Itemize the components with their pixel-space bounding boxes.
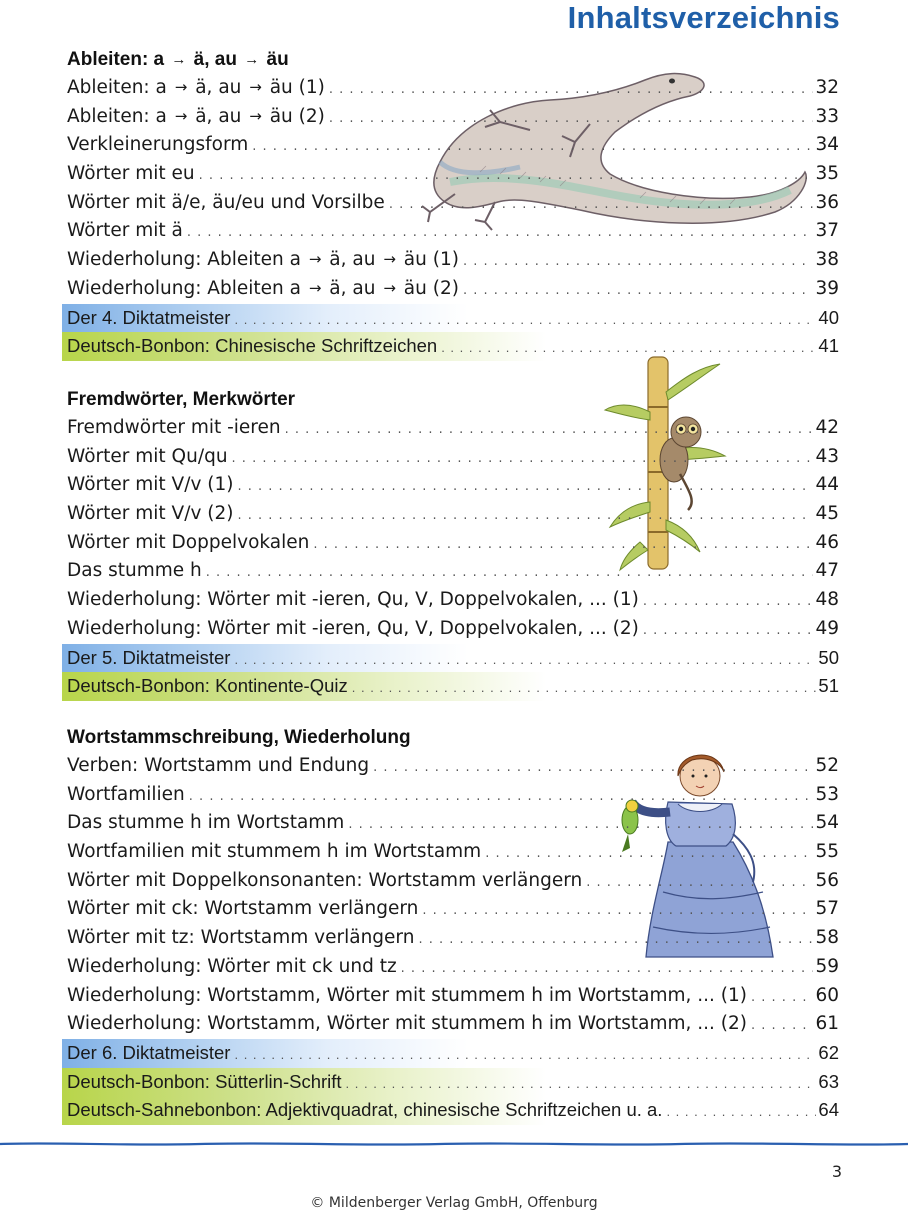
toc-entry-label: [67, 809, 344, 838]
page-title: Inhaltsverzeichnis: [567, 0, 840, 35]
text-fragment: Das stumme h: [67, 560, 202, 582]
toc-entry-bonbon[interactable]: [62, 332, 843, 361]
toc-entry-label: [67, 414, 281, 443]
dot-leader: [485, 840, 813, 869]
text-fragment: Verkleinerungsform: [67, 134, 249, 156]
toc-entry[interactable]: [62, 953, 843, 982]
toc-entry-label: [67, 471, 233, 500]
text-fragment: Wiederholung: Wortstamm, Wörter mit stummem h im Wortstamm, ... (2): [67, 1013, 748, 1035]
arrow-icon: →: [174, 106, 188, 125]
toc-entry-diktatmeister[interactable]: [62, 644, 843, 673]
text-fragment: Wortfamilien: [67, 783, 185, 805]
text-fragment: Wortstammschreibung, Wiederholung: [67, 727, 411, 748]
toc-entry-page: 46: [815, 531, 839, 553]
text-fragment: Wörter mit ä/e, äu/eu und Vorsilbe: [67, 191, 385, 213]
text-fragment: Fremdwörter mit -ieren: [67, 417, 281, 438]
toc-entry-label: [67, 615, 639, 644]
toc-entry-label: [67, 332, 437, 361]
text-fragment: ä, au: [189, 105, 248, 127]
arrow-icon: →: [308, 250, 322, 269]
dot-leader: [373, 754, 813, 783]
text-fragment: äu (2): [263, 105, 325, 127]
arrow-icon: →: [171, 51, 187, 68]
arrow-icon: →: [174, 78, 188, 96]
toc-entry-label: [67, 895, 418, 924]
toc-section-fremdwoerter: [62, 386, 843, 701]
text-fragment: Ableiten: a: [67, 105, 173, 127]
toc-entry-label: [67, 838, 481, 867]
text-fragment: Ableiten: a: [67, 49, 170, 70]
toc-entry-page: 56: [815, 869, 839, 891]
text-fragment: Wörter mit Doppelkonsonanten: Wortstamm verlängern: [67, 869, 583, 891]
toc-entry-label: [67, 586, 639, 615]
toc-entry[interactable]: [62, 275, 843, 304]
toc-entry-page: 32: [815, 77, 839, 98]
toc-entry-label: [67, 752, 369, 781]
text-fragment: Wiederholung: Wörter mit -ieren, Qu, V, Doppelvokalen, ... (2): [67, 617, 639, 639]
toc-entry-label: [67, 672, 348, 701]
toc-entry-page: 53: [815, 783, 839, 805]
toc-entry-page: 49: [815, 617, 839, 639]
dot-leader: [252, 133, 813, 162]
text-fragment: Der 5. Diktatmeister: [67, 646, 231, 668]
toc-entry-label: [67, 982, 747, 1011]
toc-entry[interactable]: [62, 74, 843, 103]
toc-entry-page: 42: [815, 417, 839, 438]
text-fragment: Deutsch-Bonbon: Kontinente-Quiz: [67, 675, 348, 697]
text-fragment: ä, au: [189, 77, 248, 98]
toc-entry-page: 59: [815, 955, 839, 977]
toc-entry[interactable]: [62, 924, 843, 953]
toc-entry[interactable]: [62, 809, 843, 838]
text-fragment: Wiederholung: Wortstamm, Wörter mit stummem h im Wortstamm, ... (1): [67, 984, 748, 1006]
toc-entry[interactable]: [62, 246, 843, 275]
text-fragment: Ableiten: a: [67, 77, 173, 98]
text-fragment: Wörter mit ck: Wortstamm verlängern: [67, 898, 419, 920]
dot-leader: [187, 219, 814, 248]
text-fragment: äu: [261, 49, 289, 70]
text-fragment: Der 4. Diktatmeister: [67, 306, 231, 328]
text-fragment: Verben: Wortstamm und Endung: [67, 755, 370, 776]
text-fragment: Deutsch-Bonbon: Sütterlin-Schrift: [67, 1070, 342, 1092]
toc-entry-label: [67, 1096, 662, 1125]
toc-entry[interactable]: [62, 586, 843, 615]
toc-entry[interactable]: [62, 217, 843, 246]
dot-leader: [643, 617, 814, 646]
dot-leader: [329, 105, 814, 134]
toc-entry-page: 52: [815, 755, 839, 776]
toc-entry[interactable]: [62, 103, 843, 132]
text-fragment: Wiederholung: Ableiten a: [67, 277, 307, 299]
dot-leader: [441, 334, 816, 363]
toc-entry-page: 39: [815, 277, 839, 299]
dot-leader: [232, 445, 814, 474]
toc-entry-label: [67, 160, 195, 189]
toc-entry-page: 41: [818, 335, 839, 357]
dot-leader: [237, 502, 813, 531]
toc-entry[interactable]: [62, 443, 843, 472]
toc-entry-label: [67, 1039, 230, 1068]
toc-entry[interactable]: [62, 615, 843, 644]
toc-entry[interactable]: [62, 895, 843, 924]
text-fragment: äu (2): [397, 277, 459, 299]
toc-entry-label: [67, 924, 414, 953]
dot-leader: [586, 869, 813, 898]
toc-entry[interactable]: [62, 131, 843, 160]
toc-entry-bonbon[interactable]: [62, 672, 843, 701]
text-fragment: Wörter mit Doppelvokalen: [67, 531, 310, 553]
toc-entry-bonbon[interactable]: [62, 1068, 843, 1097]
toc-entry-page: 48: [815, 589, 839, 611]
dot-leader: [234, 1041, 816, 1070]
toc-entry-page: 35: [815, 163, 839, 185]
dot-leader: [234, 646, 816, 675]
toc-entry-label: [67, 131, 248, 160]
toc-entry[interactable]: [62, 471, 843, 500]
toc-entry-label: [67, 529, 309, 558]
text-fragment: Wortfamilien mit stummem h im Wortstamm: [67, 841, 482, 863]
page-divider: [0, 1140, 908, 1148]
dot-leader: [346, 1070, 817, 1099]
text-fragment: Wiederholung: Wörter mit -ieren, Qu, V, Doppelvokalen, ... (1): [67, 589, 639, 611]
text-fragment: Das stumme h im Wortstamm: [67, 812, 345, 834]
text-fragment: Fremdwörter, Merkwörter: [67, 389, 296, 410]
text-fragment: Wörter mit ä: [67, 220, 183, 242]
toc-entry-label: [67, 304, 230, 333]
page-number: 3: [831, 1162, 842, 1181]
toc-entry-label: [67, 557, 202, 586]
toc-entry-page: 38: [815, 249, 839, 271]
toc-entry[interactable]: [62, 500, 843, 529]
toc-entry-label: [67, 953, 397, 982]
text-fragment: Wörter mit V/v (2): [67, 503, 234, 525]
toc-section-ableiten: [62, 46, 843, 361]
toc-entry-diktatmeister[interactable]: [62, 304, 843, 333]
text-fragment: ä, au: [188, 49, 243, 70]
text-fragment: ä, au: [323, 249, 382, 271]
dot-leader: [418, 926, 813, 955]
toc-entry-label: [67, 246, 459, 275]
dot-leader: [329, 76, 814, 105]
toc-entry-diktatmeister[interactable]: [62, 1039, 843, 1068]
toc-entry-page: 40: [818, 306, 839, 328]
dot-leader: [463, 248, 814, 277]
arrow-icon: →: [244, 51, 260, 68]
toc-entry-page: 37: [815, 220, 839, 242]
copyright-footer: © Mildenberger Verlag GmbH, Offenburg: [310, 1195, 598, 1211]
arrow-icon: →: [383, 250, 396, 269]
toc-entry-label: [67, 103, 325, 132]
toc-entry-page: 43: [815, 445, 839, 467]
arrow-icon: →: [249, 106, 262, 125]
dot-leader: [401, 955, 814, 984]
text-fragment: äu (1): [263, 77, 325, 98]
toc-entry-page: 36: [815, 191, 839, 213]
toc-entry[interactable]: [62, 1010, 843, 1039]
toc-entry-label: [67, 781, 185, 810]
text-fragment: Deutsch-Bonbon: Chinesische Schriftzeichen: [67, 335, 438, 357]
dot-leader: [348, 811, 813, 840]
toc-entry[interactable]: [62, 982, 843, 1011]
toc-entry-label: [67, 1068, 342, 1097]
toc-entry-page: 33: [815, 105, 839, 127]
text-fragment: Wörter mit tz: Wortstamm verlängern: [67, 927, 415, 949]
text-fragment: Der 6. Diktatmeister: [67, 1041, 231, 1063]
toc-entry[interactable]: [62, 414, 843, 443]
toc-entry-label: [67, 500, 233, 529]
toc-entry-page: 47: [815, 560, 839, 582]
dot-leader: [234, 306, 816, 335]
dot-leader: [643, 588, 814, 617]
toc-entry-page: 54: [815, 812, 839, 834]
toc-entry-page: 34: [815, 134, 839, 156]
toc-entry-label: [67, 217, 183, 246]
text-fragment: Wiederholung: Wörter mit ck und tz: [67, 955, 397, 977]
toc-entry-page: 50: [818, 646, 839, 668]
toc-entry-label: [67, 275, 459, 304]
toc-entry-bonbon[interactable]: [62, 1096, 843, 1125]
text-fragment: ä, au: [323, 277, 382, 299]
arrow-icon: →: [308, 278, 322, 297]
dot-leader: [206, 559, 814, 588]
dot-leader: [189, 783, 814, 812]
toc-entry-page: 57: [815, 898, 839, 920]
toc-entry-page: 64: [818, 1099, 839, 1121]
dot-leader: [751, 1012, 813, 1041]
toc-entry[interactable]: [62, 160, 843, 189]
toc-entry-page: 62: [818, 1041, 839, 1063]
toc-entry-page: 51: [818, 675, 839, 697]
text-fragment: Deutsch-Sahnebonbon: Adjektivquadrat, chinesische Schriftzeichen u. a.: [67, 1099, 663, 1121]
arrow-icon: →: [249, 78, 262, 96]
text-fragment: Wörter mit V/v (1): [67, 474, 234, 496]
text-fragment: äu (1): [397, 249, 459, 271]
text-fragment: Wörter mit Qu/qu: [67, 445, 228, 467]
toc-entry[interactable]: [62, 752, 843, 781]
toc-entry[interactable]: [62, 867, 843, 896]
dot-leader: [422, 897, 813, 926]
text-fragment: Wörter mit eu: [67, 163, 195, 185]
dot-leader: [666, 1098, 816, 1127]
dot-leader: [463, 277, 814, 306]
toc-entry-page: 55: [815, 841, 839, 863]
dot-leader: [199, 162, 814, 191]
toc-entry-label: [67, 644, 230, 673]
toc-entry-page: 60: [815, 984, 839, 1006]
dot-leader: [751, 984, 813, 1013]
toc-entry-page: 63: [818, 1070, 839, 1092]
text-fragment: Wiederholung: Ableiten a: [67, 249, 307, 271]
toc-entry-label: [67, 1010, 747, 1039]
dot-leader: [389, 191, 814, 220]
toc-entry-page: 44: [815, 474, 839, 496]
toc-entry-page: 45: [815, 503, 839, 525]
toc-entry[interactable]: [62, 529, 843, 558]
toc-entry-label: [67, 189, 385, 218]
toc-entry[interactable]: [62, 838, 843, 867]
dot-leader: [313, 531, 813, 560]
dot-leader: [285, 416, 814, 445]
toc-entry-page: 61: [815, 1013, 839, 1035]
toc-entry[interactable]: [62, 557, 843, 586]
toc-entry-page: 58: [815, 927, 839, 949]
arrow-icon: →: [383, 278, 396, 297]
toc-entry-label: [67, 867, 582, 896]
toc-entry-label: [67, 443, 228, 472]
dot-leader: [237, 473, 813, 502]
toc-entry[interactable]: [62, 781, 843, 810]
dot-leader: [352, 674, 817, 703]
toc-entry[interactable]: [62, 189, 843, 218]
toc-entry-label: [67, 74, 325, 103]
toc-section-wortstamm: [62, 724, 843, 1125]
